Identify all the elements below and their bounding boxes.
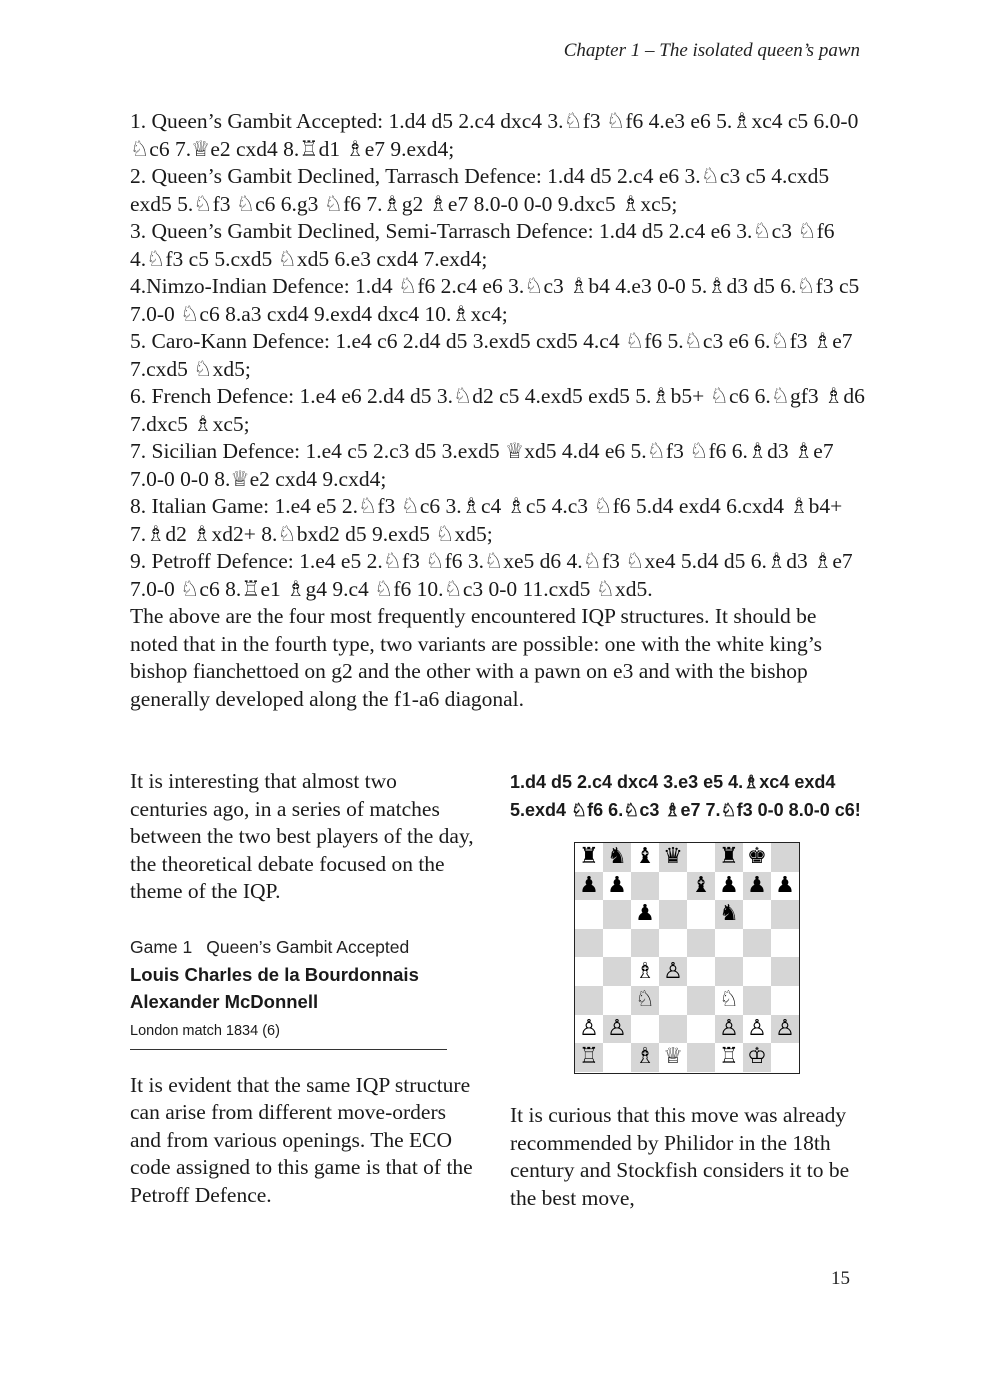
square-h8 (771, 843, 799, 872)
square-e8 (687, 843, 715, 872)
square-f8: ♜ (715, 843, 743, 872)
square-b2: ♙ (603, 1015, 631, 1044)
square-d5 (659, 929, 687, 958)
square-f4 (715, 957, 743, 986)
opening-line-9: 9. Petroff Defence: 1.e4 e5 2.♘f3 ♘f6 3.♘xe5 d6 4.♘f3 ♘xe4 5.d4 d5 6.♗d3 ♗e7 7.0-0 ♘c6 8.♖e1 ♗g4 9.c4 ♘f6 10.♘c3 0-0 11.cxd5 ♘xd5. (130, 549, 853, 601)
square-d3 (659, 986, 687, 1015)
white-player: Louis Charles de la Bourdonnais (130, 963, 419, 985)
page-number: 15 (831, 1268, 850, 1289)
square-h6 (771, 900, 799, 929)
square-g6 (743, 900, 771, 929)
game-event: London match 1834 (6) (130, 1022, 280, 1039)
square-a7: ♟ (575, 872, 603, 901)
square-f7: ♟ (715, 872, 743, 901)
square-d6 (659, 900, 687, 929)
game-header (130, 934, 475, 1050)
black-player: Alexander McDonnell (130, 990, 319, 1012)
square-h3 (771, 986, 799, 1015)
square-d2 (659, 1015, 687, 1044)
square-f2: ♙ (715, 1015, 743, 1044)
square-d1: ♕ (659, 1043, 687, 1072)
square-g8: ♚ (743, 843, 771, 872)
square-e4 (687, 957, 715, 986)
opening-line-5: 5. Caro-Kann Defence: 1.e4 c6 2.d4 d5 3.exd5 cxd5 4.c4 ♘f6 5.♘c3 e6 6.♘f3 ♗e7 7.cxd5 ♘xd5; (130, 329, 853, 381)
square-e2 (687, 1015, 715, 1044)
square-a8: ♜ (575, 843, 603, 872)
opening-line-6: 6. French Defence: 1.e4 e6 2.d4 d5 3.♘d2 c5 4.exd5 exd5 5.♗b5+ ♘c6 6.♘gf3 ♗d6 7.dxc5 ♗xc5; (130, 384, 865, 436)
right-column (510, 768, 865, 1234)
opening-line-1: 1. Queen’s Gambit Accepted: 1.d4 d5 2.c4 dxc4 3.♘f3 ♘f6 4.e3 e6 5.♗xc4 c5 6.0-0 ♘c6 7.♕e2 cxd4 8.♖d1 ♗e7 9.exd4; (130, 109, 859, 161)
square-b3 (603, 986, 631, 1015)
square-a2: ♙ (575, 1015, 603, 1044)
square-c1: ♗ (631, 1043, 659, 1072)
square-e1 (687, 1043, 715, 1072)
square-a5 (575, 929, 603, 958)
square-c2 (631, 1015, 659, 1044)
square-c5 (631, 929, 659, 958)
game-divider (130, 1049, 447, 1050)
square-h7: ♟ (771, 872, 799, 901)
square-f6: ♞ (715, 900, 743, 929)
square-d8: ♛ (659, 843, 687, 872)
square-a1: ♖ (575, 1043, 603, 1072)
square-g7: ♟ (743, 872, 771, 901)
square-b1 (603, 1043, 631, 1072)
square-c7 (631, 872, 659, 901)
square-a6 (575, 900, 603, 929)
game-number: Game 1 (130, 936, 193, 957)
square-h4 (771, 957, 799, 986)
square-b7: ♟ (603, 872, 631, 901)
square-h1 (771, 1043, 799, 1072)
square-c3: ♘ (631, 986, 659, 1015)
game-title (130, 934, 475, 961)
square-e6 (687, 900, 715, 929)
square-a4 (575, 957, 603, 986)
intro-paragraph: It is interesting that almost two centuries ago, in a series of matches between the two best players of the day, the theoretical debate focused on the theme of the IQP. (130, 769, 474, 903)
square-g1: ♔ (743, 1043, 771, 1072)
square-c6: ♟ (631, 900, 659, 929)
square-f1: ♖ (715, 1043, 743, 1072)
square-b8: ♞ (603, 843, 631, 872)
square-g5 (743, 929, 771, 958)
square-d4: ♙ (659, 957, 687, 986)
main-text (130, 108, 865, 713)
left-column (130, 768, 475, 1209)
square-b6 (603, 900, 631, 929)
square-f5 (715, 929, 743, 958)
square-e3 (687, 986, 715, 1015)
square-c8: ♝ (631, 843, 659, 872)
after-board-paragraph: It is curious that this move was already recommended by Philidor in the 18th century and Stockfish considers it to be the best move, (510, 1103, 850, 1210)
square-f3: ♘ (715, 986, 743, 1015)
opening-line-8: 8. Italian Game: 1.e4 e5 2.♘f3 ♘c6 3.♗c4 ♗c5 4.c3 ♘f6 5.d4 exd4 6.cxd4 ♗b4+ 7.♗d2 ♗xd2+ 8.♘bxd2 d5 9.exd5 ♘xd5; (130, 494, 843, 546)
square-g3 (743, 986, 771, 1015)
square-b4 (603, 957, 631, 986)
opening-line-2: 2. Queen’s Gambit Declined, Tarrasch Defence: 1.d4 d5 2.c4 e6 3.♘c3 c5 4.cxd5 exd5 5.♘f3 ♘c6 6.g3 ♘f6 7.♗g2 ♗e7 8.0-0 0-0 9.dxc5 ♗xc5; (130, 164, 830, 216)
game-moves: 1.d4 d5 2.c4 dxc4 3.e3 e5 4.♗xc4 exd4 5.exd4 ♘f6 6.♘c3 ♗e7 7.♘f3 0-0 8.0-0 c6! (510, 772, 861, 820)
game-opening: Queen’s Gambit Accepted (206, 936, 410, 957)
square-c4: ♗ (631, 957, 659, 986)
square-d7 (659, 872, 687, 901)
opening-line-3: 3. Queen’s Gambit Declined, Semi-Tarrasch Defence: 1.d4 d5 2.c4 e6 3.♘c3 ♘f6 4.♘f3 c5 5.cxd5 ♘xd5 6.e3 cxd4 7.exd4; (130, 219, 835, 271)
opening-line-7: 7. Sicilian Defence: 1.e4 c5 2.c3 d5 3.exd5 ♕xd5 4.d4 e6 5.♘f3 ♘f6 6.♗d3 ♗e7 7.0-0 0-0 8.♕e2 cxd4 9.cxd4; (130, 439, 834, 491)
summary-paragraph: The above are the four most frequently encountered IQP structures. It should be noted that in the fourth type, two variants are possible: one with the white king’s bishop fianchettoed on g2 and the other with a pawn on e3 and with the bishop generally developed along the f1-a6 diagonal. (130, 604, 823, 711)
square-b5 (603, 929, 631, 958)
square-e5 (687, 929, 715, 958)
square-h2: ♙ (771, 1015, 799, 1044)
square-g2: ♙ (743, 1015, 771, 1044)
running-head: Chapter 1 – The isolated queen’s pawn (563, 40, 860, 61)
square-g4 (743, 957, 771, 986)
after-game-paragraph: It is evident that the same IQP structure can arise from different move-orders and from various openings. The ECO code assigned to this game is that of the Petroff Defence. (130, 1072, 473, 1207)
square-e7: ♝ (687, 872, 715, 901)
opening-line-4: 4.Nimzo-Indian Defence: 1.d4 ♘f6 2.c4 e6 3.♘c3 ♗b4 4.e3 0-0 5.♗d3 d5 6.♘f3 c5 7.0-0 ♘c6 8.a3 cxd4 9.exd4 dxc4 10.♗xc4; (130, 274, 860, 326)
square-a3 (575, 986, 603, 1015)
square-h5 (771, 929, 799, 958)
chess-board-diagram (574, 842, 800, 1074)
